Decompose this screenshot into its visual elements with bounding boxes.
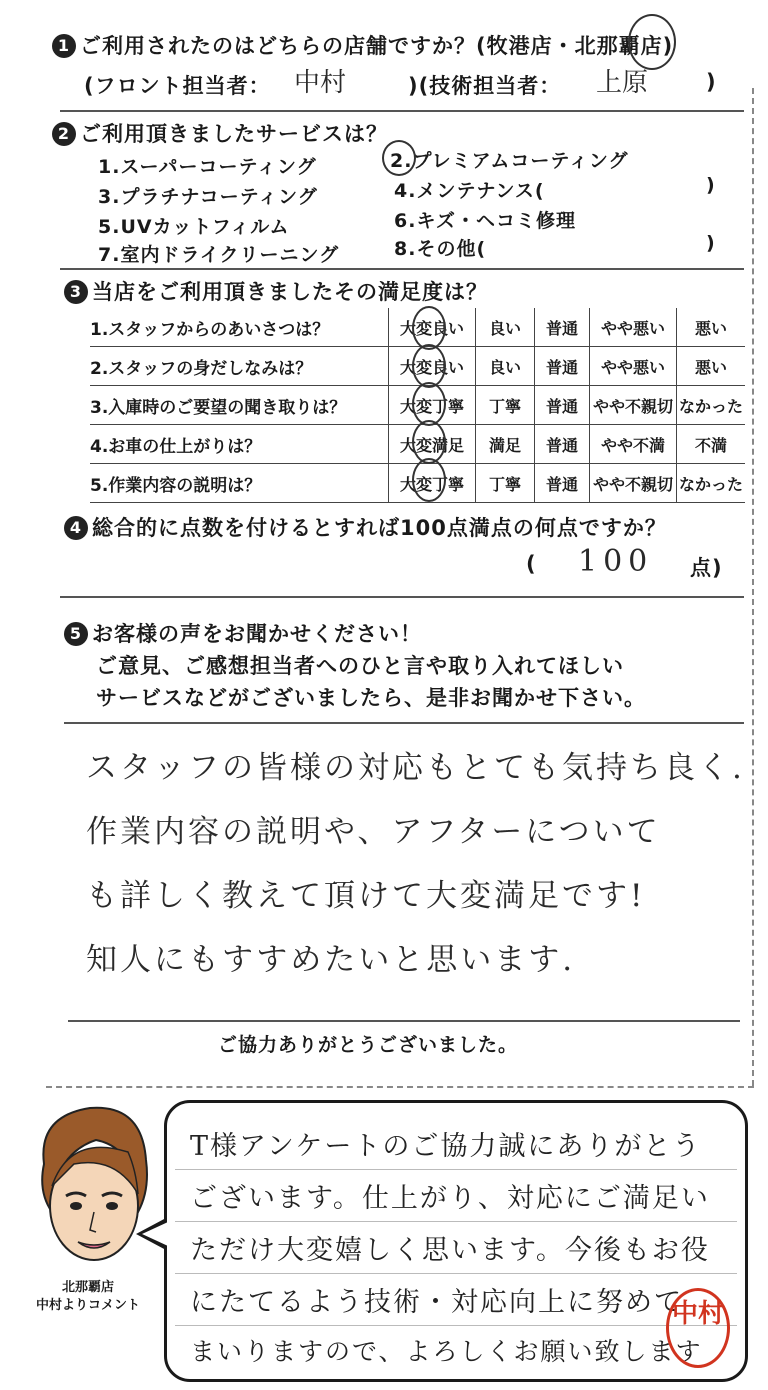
score-value: 100: [578, 544, 654, 579]
service-option: 1.スーパーコーティング: [98, 156, 317, 178]
service-circle-mark: [382, 140, 416, 176]
cut-line-bottom: [46, 1086, 754, 1088]
staff-reply-line: まいりますので、よろしくお願い致します: [190, 1337, 703, 1366]
service-option: 4.メンテナンス(: [394, 180, 545, 202]
table-row: 2.スタッフの身だしなみは？ 大変良い 良い 普通 やや悪い 悪い: [90, 347, 745, 386]
ruled-line: [175, 1273, 737, 1274]
customer-comment-line: 知人にもすすめたいと思います.: [86, 942, 576, 978]
service-option: 6.キズ・ヘコミ修理: [394, 210, 577, 232]
tech-staff-value: 上原: [596, 68, 649, 98]
q5-instruction: サービスなどがございましたら、是非お聞かせ下さい。: [96, 686, 646, 710]
staff-reply-line: にたてるよう技術・対応向上に努めて: [190, 1287, 683, 1318]
cut-line-right: [752, 88, 754, 1086]
customer-comment-line: スタッフの皆様の対応もとても気持ち良く.: [86, 750, 745, 786]
q4-question: 4 総合的に点数を付けるとすれば100点満点の何点ですか？: [64, 512, 667, 542]
thanks-message: ご協力ありがとうございました。: [218, 1034, 519, 1056]
name-stamp: 中村: [666, 1288, 730, 1368]
q3-question: 3 当店をご利用頂きましたその満足度は？: [64, 276, 488, 306]
ruled-line: [175, 1325, 737, 1326]
staff-reply-line: ただけ大変嬉しく思います。今後もお役: [190, 1235, 710, 1266]
staff-reply-line: T様アンケートのご協力誠にありがとう: [190, 1131, 702, 1162]
ruled-line: [175, 1221, 737, 1222]
q2-question: 2 ご利用頂きましたサービスは？: [52, 118, 388, 148]
q1-number: 1: [52, 34, 76, 58]
table-row: 4.お車の仕上がりは？ 大変満足 満足 普通 やや不満 不満: [90, 425, 745, 464]
rating-circle-mark: [412, 458, 446, 502]
service-option: 8.その他(: [394, 238, 487, 260]
divider: [68, 1020, 740, 1022]
customer-comment-line: 作業内容の説明や、アフターについて: [86, 814, 661, 850]
q5-question: 5 お客様の声をお聞かせください！: [64, 618, 422, 648]
staff-store: 北那覇店: [62, 1280, 115, 1295]
front-staff-value: 中村: [294, 68, 347, 98]
service-option: 7.室内ドライクリーニング: [98, 244, 340, 266]
q5-instruction: ご意見、ご感想担当者へのひと言や取り入れてほしい: [96, 654, 624, 678]
tech-staff-label: )(技術担当者：: [408, 74, 562, 98]
table-row: 3.入庫時のご要望の聞き取りは？ 大変丁寧 丁寧 普通 やや不親切 なかった: [90, 386, 745, 425]
q1-question: 1 ご利用されたのはどちらの店舗ですか？(牧港店・北那覇店): [52, 30, 673, 60]
ruled-line: [175, 1169, 737, 1170]
divider: [60, 596, 744, 598]
divider: [60, 268, 744, 270]
staff-comment-label: 中村よりコメント: [36, 1298, 141, 1313]
service-option: 3.プラチナコーティング: [98, 186, 318, 208]
table-row: 5.作業内容の説明は？ 大変丁寧 丁寧 普通 やや不親切 なかった: [90, 464, 745, 503]
service-option: 5.UVカットフィルム: [98, 216, 290, 238]
staff-reply-line: ございます。仕上がり、対応にご満足い: [190, 1183, 710, 1214]
table-row: 1.スタッフからのあいさつは？ 大変良い 良い 普通 やや悪い 悪い: [90, 308, 745, 347]
service-option-selected: 2.プレミアムコーティング: [390, 150, 629, 172]
divider: [64, 722, 744, 724]
store-options: 牧港店・北那覇店: [486, 34, 663, 58]
customer-comment-line: も詳しく教えて頂けて大変満足です!: [86, 878, 646, 914]
front-staff-label: (フロント担当者：: [84, 74, 271, 98]
divider: [60, 110, 744, 112]
